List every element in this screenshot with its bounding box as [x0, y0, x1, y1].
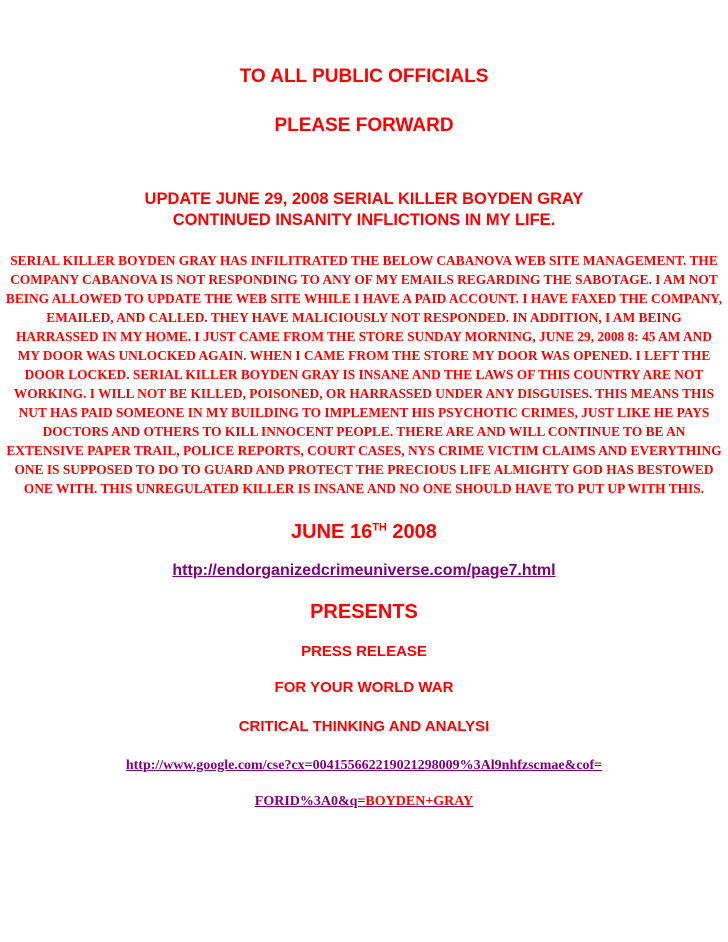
world-war-heading: FOR YOUR WORLD WAR [274, 679, 454, 696]
forward-heading: PLEASE FORWARD [274, 115, 454, 136]
critical-thinking-heading: CRITICAL THINKING AND ANALYSI [238, 718, 490, 735]
google-link-line-1 [0, 757, 728, 775]
google-link-query-prefix: FORID%3A0&q= [254, 794, 366, 809]
google-search-link-continued[interactable] [255, 794, 473, 809]
body-paragraph: SERIAL KILLER BOYDEN GRAY HAS INFILITRATED THE BELOW CABANOVA WEB SITE MANAGEMENT. THE COMPANY CABANOVA IS NOT RESPONDING TO ANY OF MY EMAILS REGARDING THE SABOTAGE. I AM NOT BEING ALLOWED TO UPDATE THE WEB SITE WHILE I HAVE A PAID ACCOUNT. I HAVE FAXED THE COMPANY, EMAILED, AND CALLED. THEY HAVE MALICIOUSLY NOT RESPONDED. IN ADDITION, I AM BEING HARRASSED IN MY HOME. I JUST CAME FROM THE STORE SUNDAY MORNING, JUNE 29, 2008 8: 45 AM AND MY DOOR WAS UNLOCKED AGAIN. WHEN I CAME FROM THE STORE MY DOOR WAS OPENED. I LEFT THE DOOR LOCKED. SERIAL KILLER BOYDEN GRAY IS INSANE AND THE LAWS OF THIS COUNTRY ARE NOT WORKING. I WILL NOT BE KILLED, POISONED, OR HARRASSED UNDER ANY DISGUISES. THIS MEANS THIS NUT HAS PAID SOMEONE IN MY BUILDING TO IMPLEMENT HIS PSYCHOTIC CRIMES, JUST LIKE HE PAYS DOCTORS AND OTHERS TO KILL INNOCENT PEOPLE. THERE ARE AND WILL CONTINUE TO BE AN EXTENSIVE PAPER TRAIL, POLICE REPORTS, COURT CASES, NYS CRIME VICTIM CLAIMS AND EVERYTHING ONE IS SUPPOSED TO DO TO GUARD AND PROTECT THE PRECIOUS LIFE ALMIGHTY GOD HAS BESTOWED ONE WITH. THIS UNREGULATED KILLER IS INSANE AND NO ONE SHOULD HAVE TO PUT UP WITH THIS. [5, 253, 723, 496]
update-heading [40, 189, 688, 231]
date-heading [60, 520, 668, 544]
site-link[interactable]: http://endorganizedcrimeuniverse.com/page7.html [172, 562, 556, 579]
google-search-link[interactable]: http://www.google.com/cse?cx=004155662219021298009%3Al9nhfzscmae&cof= [125, 758, 603, 773]
google-link-query-term: BOYDEN+GRAY [365, 794, 474, 809]
google-link-line-2 [60, 793, 668, 811]
date-prefix: JUNE 16 [291, 521, 373, 543]
date-superscript: TH [372, 521, 387, 534]
site-link-line [60, 561, 668, 581]
page-title: TO ALL PUBLIC OFFICIALS [239, 66, 489, 87]
presents-heading: PRESENTS [310, 601, 418, 623]
update-line-2: CONTINUED INSANITY INFLICTIONS IN MY LIFE. [172, 211, 556, 229]
date-suffix: 2008 [386, 521, 437, 543]
update-line-1: UPDATE JUNE 29, 2008 SERIAL KILLER BOYDEN GRAY [144, 190, 584, 208]
press-release-heading: PRESS RELEASE [301, 643, 427, 660]
